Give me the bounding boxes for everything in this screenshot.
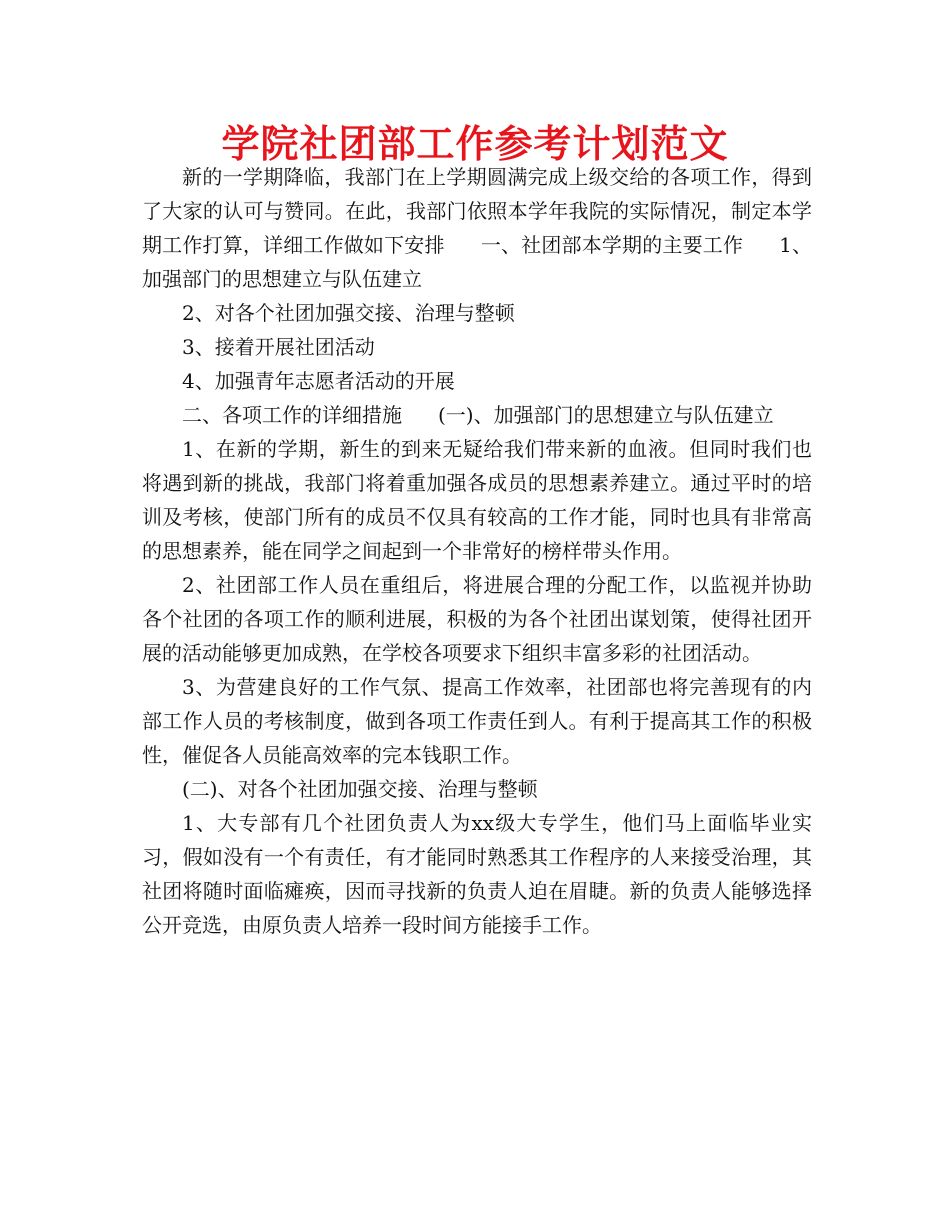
subsection-heading-2 (142, 772, 812, 806)
measure-3-text: 3、为营建良好的工作气氛、提高工作效率，社团部也将完善现有的内部工作人员的考核制度，做到各项工作责任到人。有利于提高其工作的积极性，催促各人员能高效率的完本钱职工作。 (142, 675, 812, 767)
subsection-heading-2-text: (二)、对各个社团加强交接、治理与整顿 (182, 777, 538, 801)
list-item-1: 1、加强部门的思想建立与队伍建立 (142, 233, 813, 291)
section-heading-2: 二、各项工作的详细措施 (182, 403, 402, 427)
paragraph-measure-1 (142, 432, 812, 568)
document-body (142, 160, 812, 942)
paragraph-intro (142, 160, 812, 296)
list-item-2-text: 2、对各个社团加强交接、治理与整顿 (182, 301, 515, 325)
document-title: 学院社团部工作参考计划范文 (221, 122, 729, 166)
list-item-3 (142, 330, 812, 364)
measure-1-text: 1、在新的学期，新生的到来无疑给我们带来新的血液。但同时我们也将遇到新的挑战，我部门将着重加强各成员的思想素养建立。通过平时的培训及考核，使部门所有的成员不仅具有较高的工作才能，同时也具有非常高的思想素养，能在同学之间起到一个非常好的榜样带头作用。 (142, 437, 812, 563)
list-item-4-text: 4、加强青年志愿者活动的开展 (182, 369, 455, 393)
list-item-3-text: 3、接着开展社团活动 (182, 335, 375, 359)
paragraph-handover-1 (142, 806, 812, 942)
list-item-2 (142, 296, 812, 330)
subsection-heading-1: (一)、加强部门的思想建立与队伍建立 (438, 403, 774, 427)
handover-1-text: 1、大专部有几个社团负责人为xx级大专学生，他们马上面临毕业实习，假如没有一个有责任，有才能同时熟悉其工作程序的人来接受治理，其社团将随时面临瘫痪，因而寻找新的负责人迫在眉睫。新的负责人能够选择公开竞选，由原负责人培养一段时间方能接手工作。 (142, 811, 812, 937)
measure-2-text: 2、社团部工作人员在重组后，将进展合理的分配工作，以监视并协助各个社团的各项工作的顺利进展，积极的为各个社团出谋划策，使得社团开展的活动能够更加成熟，在学校各项要求下组织丰富多彩的社团活动。 (142, 573, 812, 665)
intro-text: 新的一学期降临，我部门在上学期圆满完成上级交给的各项工作，得到了大家的认可与赞同。在此，我部门依照本学年我院的实际情况，制定本学期工作打算，详细工作做如下安排 (142, 165, 812, 257)
paragraph-section-2 (142, 398, 812, 432)
paragraph-measure-3 (142, 670, 812, 772)
list-item-4 (142, 364, 812, 398)
paragraph-measure-2 (142, 568, 812, 670)
section-heading-1: 一、社团部本学期的主要工作 (480, 233, 744, 257)
